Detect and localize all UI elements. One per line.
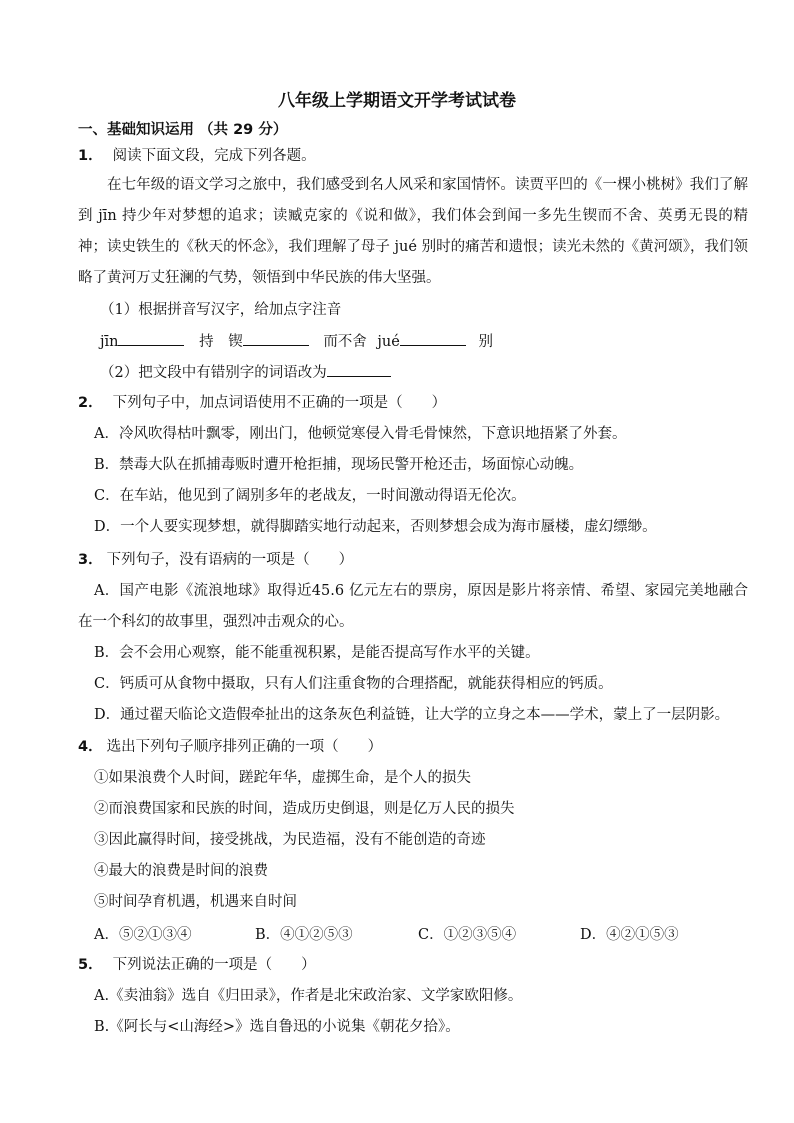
answer-blank[interactable] [327,362,391,377]
option-a: A.《卖油翁》选自《归田录》，作者是北宋政治家、文学家欧阳修。 [94,988,523,1004]
word-qie: 锲 [228,334,243,350]
sentence-1: ①如果浪费个人时间，蹉跎年华，虚掷生命，是个人的损失 [94,770,471,786]
option-a: A．⑤②①③④ [94,927,192,943]
page-title: 八年级上学期语文开学考试试卷 [278,91,516,111]
pinyin-jue: jué [377,334,400,350]
question-stem: 下列说法正确的一项是（ ） [112,957,316,973]
answer-blank[interactable] [400,331,466,346]
answer-blank[interactable] [118,331,184,346]
option-d: D．④②①⑤③ [580,927,679,943]
sentence-3: ③因此赢得时间，接受挑战，为民造福，没有不能创造的奇迹 [94,832,486,848]
option-d: D．一个人要实现梦想，就得脚踏实地行动起来，否则梦想会成为海市蜃楼，虚幻缥缈。 [94,519,657,535]
option-b: B．④①②⑤③ [255,927,353,943]
option-c: C．在车站，他见到了阔别多年的老战友，一时间激动得语无伦次。 [94,488,526,504]
sub-question-2 [100,362,391,383]
sentence-4: ④最大的浪费是时间的浪费 [94,863,268,879]
question-stem: 阅读下面文段，完成下列各题。 [112,148,316,164]
question-4 [78,737,382,757]
sub-question-2-text: （2）把文段中有错别字的词语改为 [100,365,327,381]
sentence-2: ②而浪费国家和民族的时间，造成历史倒退，则是亿万人民的损失 [94,801,515,817]
option-a: A．国产电影《流浪地球》取得近45.6 亿元左右的票房，原因是影片将亲情、希望、家园完美地融合在一个科幻的故事里，强烈冲击观众的心。 [78,583,748,630]
question-5 [78,955,316,975]
option-d: D．通过翟天临论文造假牵扯出的这条灰色利益链，让大学的立身之本——学术，蒙上了一层阴影。 [94,707,730,723]
question-1 [78,146,316,166]
section-heading: 一、基础知识运用 （共 29 分） [78,122,288,138]
option-b: B．禁毒大队在抓捕毒贩时遭开枪拒捕，现场民警开枪还击，场面惊心动魄。 [94,457,584,473]
word-bie: 别 [478,334,493,350]
question-number: 2． [78,395,103,411]
sentence-5: ⑤时间孕育机遇，机遇来自时间 [94,894,297,910]
fill-blank-row [100,331,493,352]
reading-passage: 在七年级的语文学习之旅中，我们感受到名人风采和家国情怀。读贾平凹的《一棵小桃树》我们了解到 jīn 持少年对梦想的追求；读臧克家的《说和做》，我们体会到闻一多先生锲而不舍、英勇无畏的精神；读史铁生的《秋天的怀念》，我们理解了母子 jué 别时的痛苦和遗恨；读光未然的《黄河颂》，我们领略了黄河万丈狂澜的气势，领悟到中华民族的伟大坚强。 [78,177,748,286]
question-stem: 下列句子，没有语病的一项是（ ） [106,552,354,568]
question-2 [78,393,446,413]
option-c: C．钙质可从食物中摄取，只有人们注重食物的合理搭配，就能获得相应的钙质。 [94,676,613,692]
question-3 [78,550,353,570]
option-a: A．冷风吹得枯叶飘零，刚出门，他顿觉寒侵入骨毛骨悚然，下意识地捂紧了外套。 [94,426,627,442]
answer-blank[interactable] [243,331,309,346]
question-number: 5． [78,957,103,973]
question-stem: 选出下列句子顺序排列正确的一项（ ） [106,739,383,755]
option-b: B.《阿长与<山海经>》选自鲁迅的小说集《朝花夕拾》。 [94,1019,460,1035]
pinyin-jin: jīn [100,334,119,350]
question-number: 4． [78,739,103,755]
sub-question-1: （1）根据拼音写汉字，给加点字注音 [100,302,342,318]
option-b: B．会不会用心观察，能不能重视积累，是能否提高写作水平的关键。 [94,645,540,661]
question-number: 1． [78,148,103,164]
option-c: C．①②③⑤④ [418,927,517,943]
question-number: 3． [78,552,103,568]
word-ershe: 而不舍 [323,334,367,350]
word-chi: 持 [199,334,214,350]
question-stem: 下列句子中，加点词语使用不正确的一项是（ ） [112,395,447,411]
